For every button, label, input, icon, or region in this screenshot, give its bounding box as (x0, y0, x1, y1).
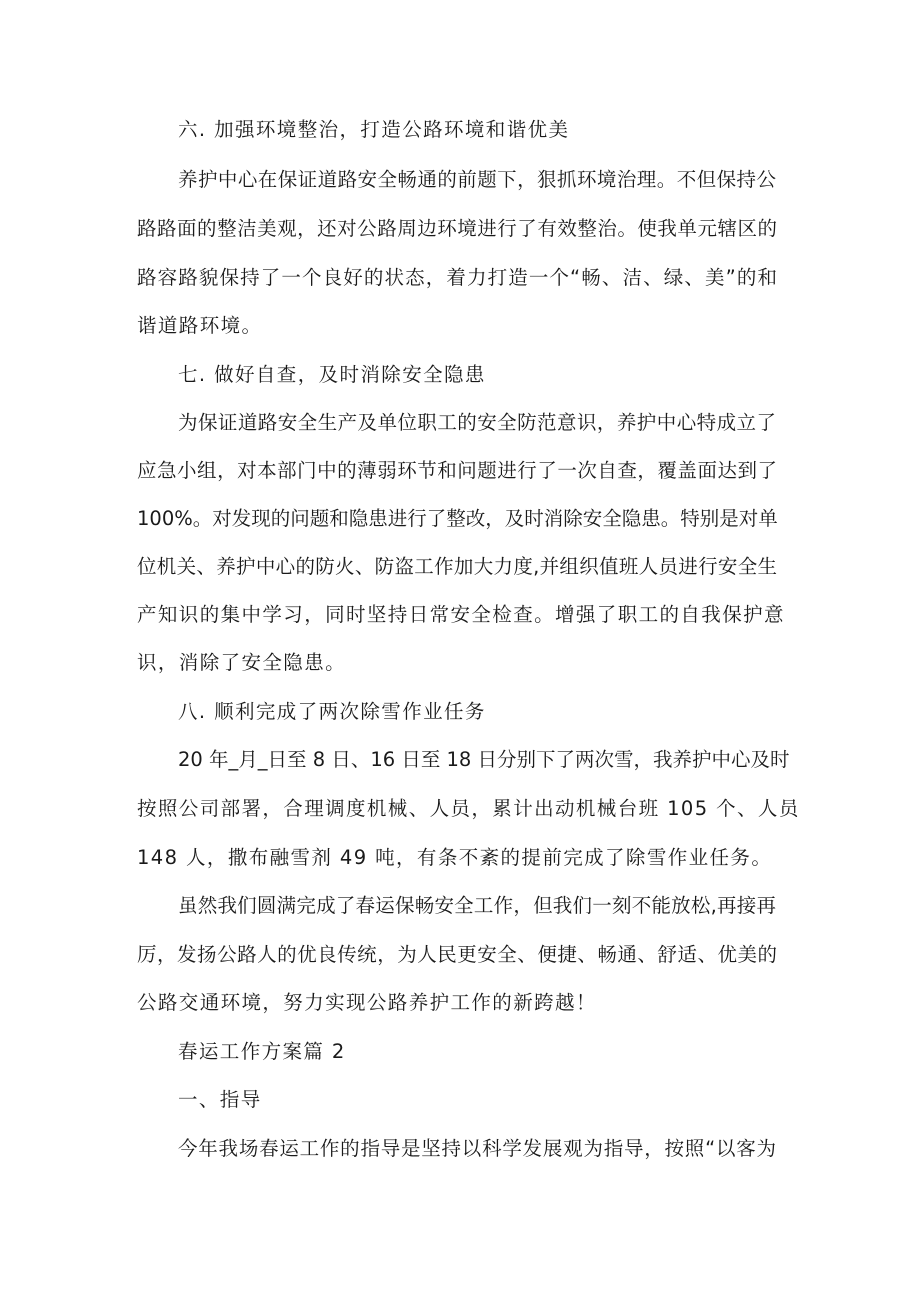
paragraph-line: 位机关、养护中心的防火、防盗工作加大力度,并组织值班人员进行安全生 (137, 555, 777, 578)
paragraph-line: 20 年_月_日至 8 日、16 日至 18 日分别下了两次雪，我养护中心及时 (178, 748, 790, 771)
paragraph-line: 厉，发扬公路人的优良传统，为人民更安全、便捷、畅通、舒适、优美的 (137, 943, 777, 966)
paragraph-line: 虽然我们圆满完成了春运保畅安全工作，但我们一刻不能放松,再接再 (178, 894, 776, 917)
heading-plan-2: 春运工作方案篇 2 (178, 1040, 346, 1063)
paragraph-line: 100%。对发现的问题和隐患进行了整改，及时消除安全隐患。特别是对单 (137, 507, 778, 530)
paragraph-line: 应急小组，对本部门中的薄弱环节和问题进行了一次自查，覆盖面达到了 (137, 459, 777, 482)
paragraph-line: 路容路貌保持了一个良好的状态，着力打造一个“畅、洁、绿、美”的和 (137, 266, 777, 289)
heading-section-8: 八. 顺利完成了两次除雪作业任务 (178, 700, 486, 723)
heading-section-6: 六. 加强环境整治，打造公路环境和谐优美 (178, 118, 570, 141)
heading-guidance: 一、指导 (178, 1088, 262, 1111)
paragraph-line: 148 人，撒布融雪剂 49 吨，有条不紊的提前完成了除雪作业任务。 (137, 846, 773, 869)
paragraph-line: 产知识的集中学习，同时坚持日常安全检查。增强了职工的自我保护意 (137, 603, 785, 626)
paragraph-line: 按照公司部署，合理调度机械、人员，累计出动机械台班 105 个、人员 (137, 797, 800, 820)
paragraph-line: 公路交通环境，努力实现公路养护工作的新跨越！ (137, 991, 597, 1014)
paragraph-line: 识，消除了安全隐患。 (137, 651, 347, 674)
paragraph-line: 今年我场春运工作的指导是坚持以科学发展观为指导，按照“以客为 (178, 1137, 776, 1160)
paragraph-line: 路路面的整洁美观，还对公路周边环境进行了有效整治。使我单元辖区的 (137, 217, 777, 240)
paragraph-line: 为保证道路安全生产及单位职工的安全防范意识，养护中心特成立了 (178, 411, 776, 434)
paragraph-line: 养护中心在保证道路安全畅通的前题下，狠抓环境治理。不但保持公 (178, 168, 776, 191)
heading-section-7: 七. 做好自查，及时消除安全隐患 (178, 363, 486, 386)
paragraph-line: 谐道路环境。 (137, 314, 263, 337)
